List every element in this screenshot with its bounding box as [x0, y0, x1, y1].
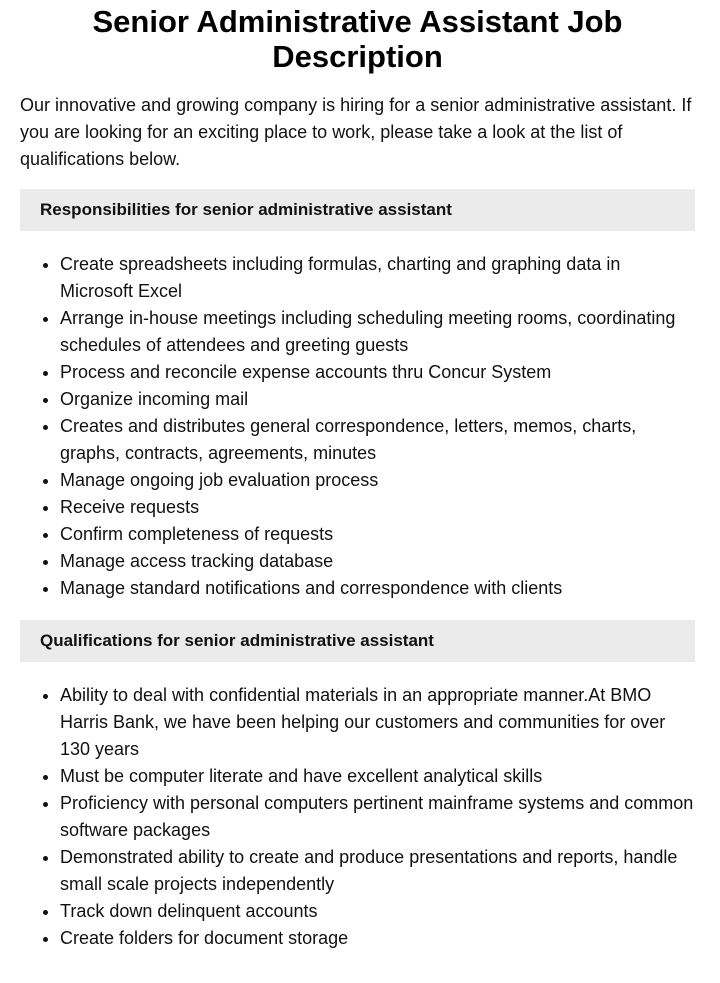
- page-title: Senior Administrative Assistant Job Description: [92, 4, 623, 74]
- list-item: • Manage standard notifications and correspondence with clients: [60, 575, 695, 602]
- list-item: • Ability to deal with confidential materials in an appropriate manner.At BMO Harris Bank, we have been helping our customers and communities for over 130 years: [60, 682, 695, 763]
- list-item: • Must be computer literate and have excellent analytical skills: [60, 763, 695, 790]
- list-item: • Arrange in-house meetings including scheduling meeting rooms, coordinating schedules of attendees and greeting guests: [60, 305, 695, 359]
- list-item: • Manage ongoing job evaluation process: [60, 467, 695, 494]
- responsibilities-list: [20, 251, 695, 602]
- list-item: • Organize incoming mail: [60, 386, 695, 413]
- list-item: • Creates and distributes general correspondence, letters, memos, charts, graphs, contracts, agreements, minutes: [60, 413, 695, 467]
- list-item: • Demonstrated ability to create and produce presentations and reports, handle small scale projects independently: [60, 844, 695, 898]
- qualifications-heading: Qualifications for senior administrative assistant: [20, 620, 695, 662]
- list-item: • Process and reconcile expense accounts thru Concur System: [60, 359, 695, 386]
- intro-text: Our innovative and growing company is hiring for a senior administrative assistant. If you are looking for an exciting place to work, please take a look at the list of qualifications below.: [20, 95, 692, 169]
- qualifications-list: [20, 682, 695, 952]
- responsibilities-heading: Responsibilities for senior administrative assistant: [20, 189, 695, 231]
- list-item: • Create spreadsheets including formulas, charting and graphing data in Microsoft Excel: [60, 251, 695, 305]
- list-item: • Receive requests: [60, 494, 695, 521]
- list-item: • Create folders for document storage: [60, 925, 695, 952]
- list-item: • Proficiency with personal computers pertinent mainframe systems and common software packages: [60, 790, 695, 844]
- list-item: • Confirm completeness of requests: [60, 521, 695, 548]
- list-item: • Manage access tracking database: [60, 548, 695, 575]
- list-item: • Track down delinquent accounts: [60, 898, 695, 925]
